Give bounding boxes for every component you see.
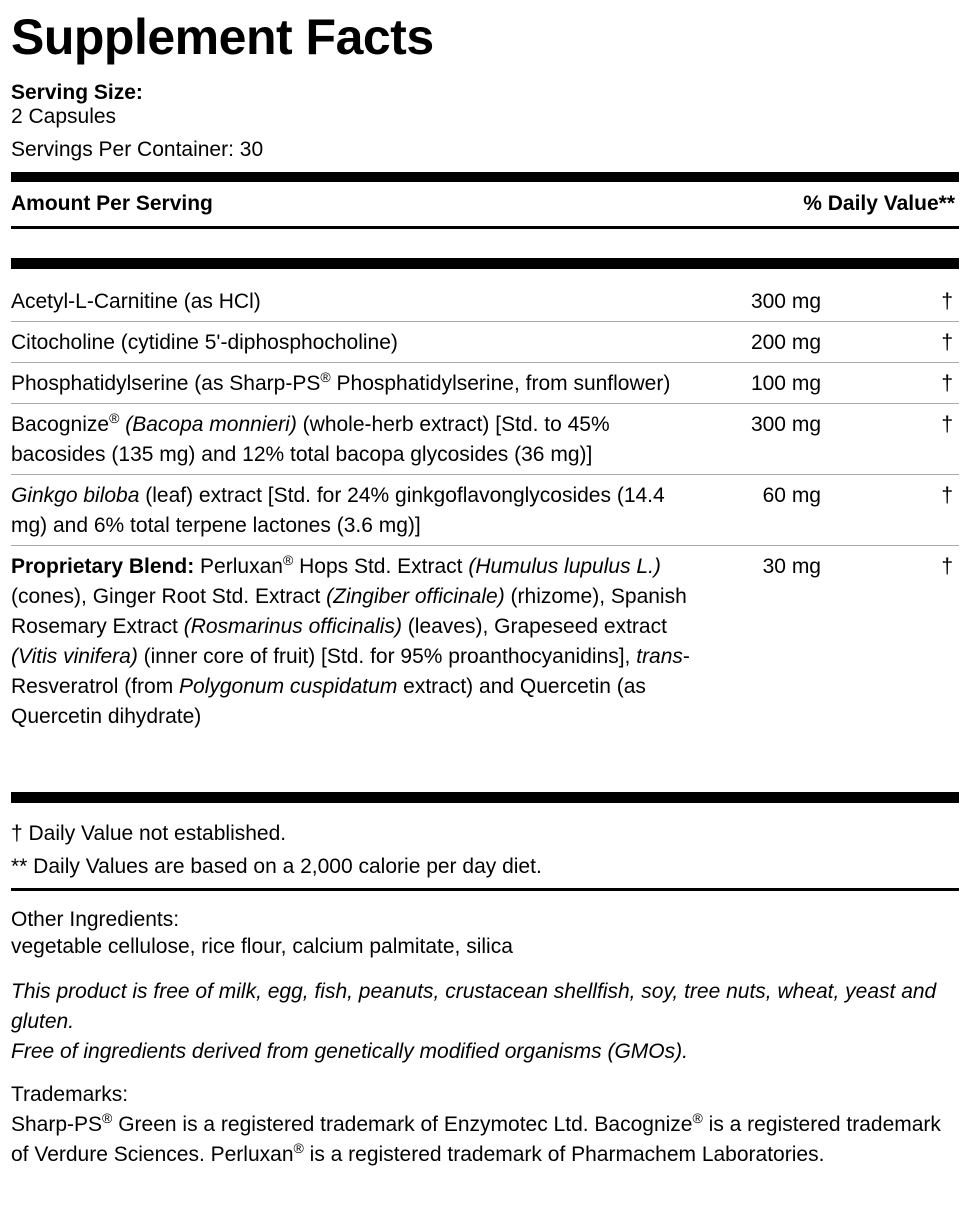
ingredient-row: [11, 475, 959, 546]
serving-size-value: 2 Capsules: [11, 105, 117, 128]
ingredient-row: [11, 281, 959, 322]
amount-per-serving-label: Amount Per Serving: [11, 192, 213, 215]
daily-value-label: % Daily Value**: [803, 192, 955, 215]
panel-title: Supplement Facts: [11, 9, 434, 65]
allergen-statement: This product is free of milk, egg, fish, peanuts, crustacean shellfish, soy, tree nuts, wheat, yeast and gluten. Free of ingredients derived from genetically modified organisms (GMOs).: [11, 980, 937, 1063]
ingredient-dv: †: [941, 372, 953, 395]
daily-value-footnote: ** Daily Values are based on a 2,000 calorie per day diet.: [11, 855, 542, 878]
ingredient-row: [11, 404, 959, 475]
ingredient-name: Proprietary Blend: Perluxan® Hops Std. Extract (Humulus lupulus L.) (cones), Ginger Root Std. Extract (Zingiber officinale) (rhizome), Spanish Rosemary Extract (Rosmarinus officinalis) (leaves), Grapeseed extract (Vitis vinifera) (inner core of fruit) [Std. for 95% proanthocyanidins], trans-Resveratrol (from Polygonum cuspidatum extract) and Quercetin (as Quercetin dihydrate): [11, 552, 690, 728]
ingredient-dv: †: [941, 484, 953, 507]
ingredient-table: [11, 281, 959, 736]
trademarks-label: Trademarks:: [11, 1083, 129, 1106]
amount-header: [11, 192, 959, 216]
ingredient-name: Ginkgo biloba (leaf) extract [Std. for 24% ginkgoflavonglycosides (14.4 mg) and 6% total terpene lactones (3.6 mg)]: [11, 484, 665, 537]
ingredient-amount: 100 mg: [750, 372, 821, 395]
thick-divider: [11, 258, 959, 269]
ingredient-amount: 30 mg: [762, 555, 821, 578]
ingredient-row: [11, 322, 959, 363]
ingredient-row-proprietary-blend: [11, 546, 959, 736]
ingredient-amount: 300 mg: [750, 290, 821, 313]
ingredient-amount: 300 mg: [750, 413, 821, 436]
trademarks-text: Sharp-PS® Green is a registered trademark of Enzymotec Ltd. Bacognize® is a registered trademark of Verdure Sciences. Perluxan® is a registered trademark of Pharmachem Laboratories.: [11, 1110, 941, 1166]
header-divider: [11, 226, 959, 229]
ingredient-dv: †: [941, 290, 953, 313]
ingredient-row: [11, 363, 959, 404]
ingredient-name: Acetyl-L-Carnitine (as HCl): [11, 290, 261, 313]
other-ingredients-value: vegetable cellulose, rice flour, calcium palmitate, silica: [11, 935, 513, 958]
ingredient-dv: †: [941, 555, 953, 578]
ingredient-dv: †: [941, 331, 953, 354]
trademarks-section: [11, 1080, 956, 1170]
other-ingredients-label: Other Ingredients:: [11, 908, 180, 931]
ingredient-name: Bacognize® (Bacopa monnieri) (whole-herb extract) [Std. to 45% bacosides (135 mg) and 12% total bacopa glycosides (36 mg)]: [11, 410, 610, 466]
divider: [11, 888, 959, 891]
ingredient-amount: 60 mg: [762, 484, 821, 507]
ingredient-amount: 200 mg: [750, 331, 821, 354]
dagger-footnote: † Daily Value not established.: [11, 822, 287, 845]
servings-per-container: Servings Per Container: 30: [11, 138, 264, 161]
ingredient-name: Phosphatidylserine (as Sharp-PS® Phosphatidylserine, from sunflower): [11, 369, 671, 395]
thick-divider: [11, 172, 959, 182]
thick-divider: [11, 792, 959, 803]
ingredient-name: Citocholine (cytidine 5'-diphosphocholine): [11, 331, 398, 354]
serving-size-label: Serving Size:: [11, 81, 143, 104]
ingredient-dv: †: [941, 413, 953, 436]
